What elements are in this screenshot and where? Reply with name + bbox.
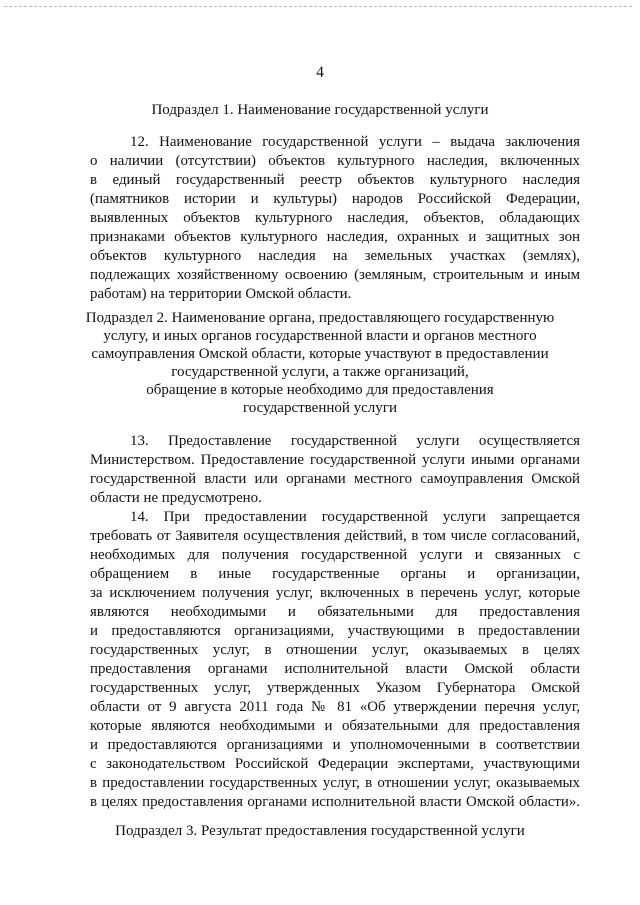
paragraph-line: 12. Наименование государственной услуги – выдача заключения (130, 134, 580, 150)
paragraph-line: в предоставлении государственных услуг, в отношении услуг, оказываемых (90, 775, 580, 791)
heading-line: Подраздел 2. Наименование органа, предоставляющего государственную (85, 310, 555, 326)
paragraph-line: являются необходимыми и обязательными для предоставления (90, 604, 580, 620)
paragraph-line: 14. При предоставлении государственной услуги запрещается (130, 509, 580, 525)
paragraph-line: 13. Предоставление государственной услуги осуществляется (130, 433, 580, 449)
paragraph-line: государственных услуг, утвержденных Указом Губернатора Омской (90, 680, 580, 696)
paragraph-line: о наличии (отсутствии) объектов культурного наследия, включенных (90, 153, 580, 169)
paragraph-line: выявленных объектов культурного наследия, объектов, обладающих (90, 210, 580, 226)
subsection-3-title: Подраздел 3. Результат предоставления государственной услуги (115, 823, 525, 839)
paragraph-line: области не предусмотрено. (90, 490, 262, 506)
paragraph-line: в целях предоставления органами исполнительной власти Омской области». (90, 794, 580, 810)
paragraph-line: за исключением получения услуг, включенных в перечень услуг, которые (90, 585, 580, 601)
paragraph-14 (90, 508, 580, 812)
page-number: 4 (316, 64, 324, 81)
paragraph-line: и предоставляются организациями, участвующими в предоставлении (90, 623, 580, 639)
paragraph-line: подлежащих хозяйственному освоению (земляным, строительным и иным (90, 267, 580, 283)
paragraph-line: государственной власти или органами местного самоуправления Омской (90, 471, 580, 487)
paragraph-line: объектов культурного наследия на земельных участках (землях), (90, 248, 580, 264)
paragraph-line: государственных услуг, в отношении услуг, оказываемых в целях (90, 642, 580, 658)
paragraph-line: предоставления органами исполнительной власти Омской области (90, 661, 580, 677)
paragraph-line: области от 9 августа 2011 года № 81 «Об утверждении перечня услуг, (90, 699, 580, 715)
heading-line: государственной услуги, а также организаций, (171, 364, 469, 380)
subsection-1-title: Подраздел 1. Наименование государственной услуги (151, 102, 489, 118)
heading-line: государственной услуги (243, 400, 397, 416)
heading-line: обращение в которые необходимо для предоставления (146, 382, 494, 398)
paragraph-line: и предоставляются организациями и уполномоченными в соответствии (90, 737, 580, 753)
paragraph-line: работам) на территории Омской области. (90, 286, 352, 302)
subsection-2-title (0, 309, 640, 417)
paragraph-line: признаками объектов культурного наследия, охранных и защитных зон (90, 229, 580, 245)
paragraph-line: в единый государственный реестр объектов культурного наследия (90, 172, 580, 188)
paragraph-line: Министерством. Предоставление государственной услуги иными органами (90, 452, 580, 468)
paragraph-line: которые являются необходимыми и обязательными для предоставления (90, 718, 580, 734)
paragraph-line: требовать от Заявителя осуществления действий, в том числе согласований, (90, 528, 580, 544)
paragraph-13 (90, 432, 580, 508)
paragraph-line: необходимых для получения государственной услуги и связанных с (90, 547, 580, 563)
paragraph-line: обращением в иные государственные органы и организации, (90, 566, 580, 582)
paragraph-line: с законодательством Российской Федерации экспертами, участвующими (90, 756, 580, 772)
paragraph-line: (памятников истории и культуры) народов Российской Федерации, (90, 191, 580, 207)
scan-edge-line (4, 6, 632, 7)
paragraph-12 (90, 133, 580, 304)
heading-line: услугу, и иных органов государственной власти и органов местного (103, 328, 537, 344)
heading-line: самоуправления Омской области, которые участвуют в предоставлении (91, 346, 549, 362)
